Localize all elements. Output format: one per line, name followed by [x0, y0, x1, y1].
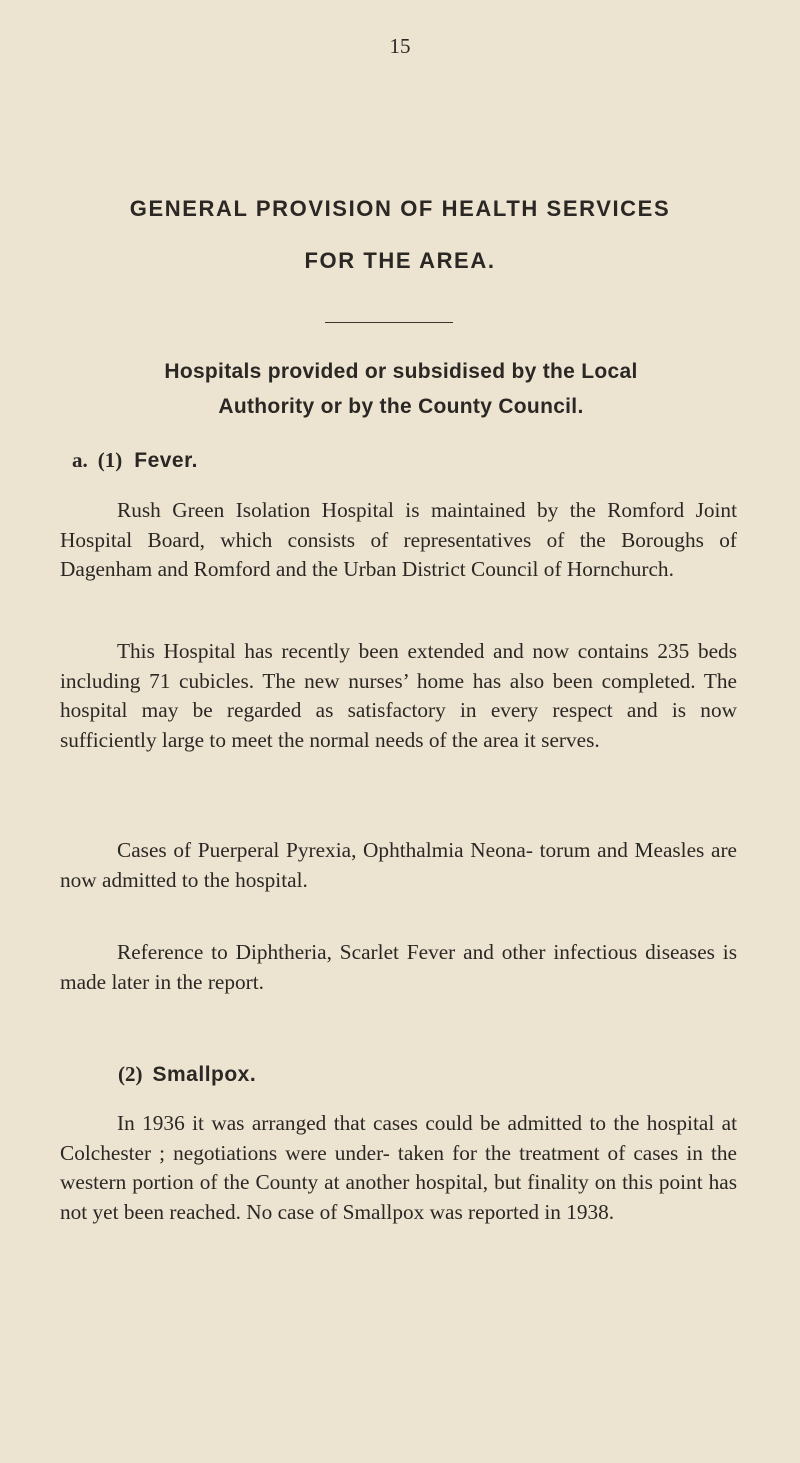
section-subtitle-line-2: Authority or by the County Council. [218, 395, 584, 418]
section-marker: a. [72, 448, 88, 472]
section-heading-fever [72, 448, 198, 473]
section-heading-smallpox [118, 1062, 256, 1087]
section-number: (2) [118, 1062, 143, 1086]
section-label: Smallpox. [152, 1063, 257, 1086]
paragraph-smallpox: In 1936 it was arranged that cases could be admitted to the hospital at Colchester ; negotiations were under- taken for the treatment of cases in the western portion of the County at another hospital, but finality on this point has not yet been reached. No case of Smallpox was reported in 1938. [60, 1111, 737, 1224]
section-number: (1) [97, 448, 123, 472]
paragraph-reference: Reference to Diphtheria, Scarlet Fever and other infectious diseases is made later in the report. [60, 940, 737, 994]
title-divider [325, 322, 453, 323]
paragraph-hospital-extension: This Hospital has recently been extended and now contains 235 beds including 71 cubicles. The new nurses’ home has also been completed. The hospital may be regarded as satisfactory in every respect and is now sufficiently large to meet the normal needs of the area it serves. [60, 639, 737, 752]
page-title-line-1: GENERAL PROVISION OF HEALTH SERVICES [129, 196, 671, 221]
section-subtitle-line-1: Hospitals provided or subsidised by the Local [164, 360, 638, 383]
paragraph-admitted-cases: Cases of Puerperal Pyrexia, Ophthalmia Neona- torum and Measles are now admitted to the hospital. [60, 838, 737, 892]
page-number: 15 [389, 34, 411, 58]
paragraph-rush-green: Rush Green Isolation Hospital is maintained by the Romford Joint Hospital Board, which consists of representatives of the Boroughs of Dagenham and Romford and the Urban District Council of Hornchurch. [60, 498, 737, 581]
page-title-line-2: FOR THE AREA. [304, 248, 496, 273]
section-label: Fever. [134, 449, 198, 472]
